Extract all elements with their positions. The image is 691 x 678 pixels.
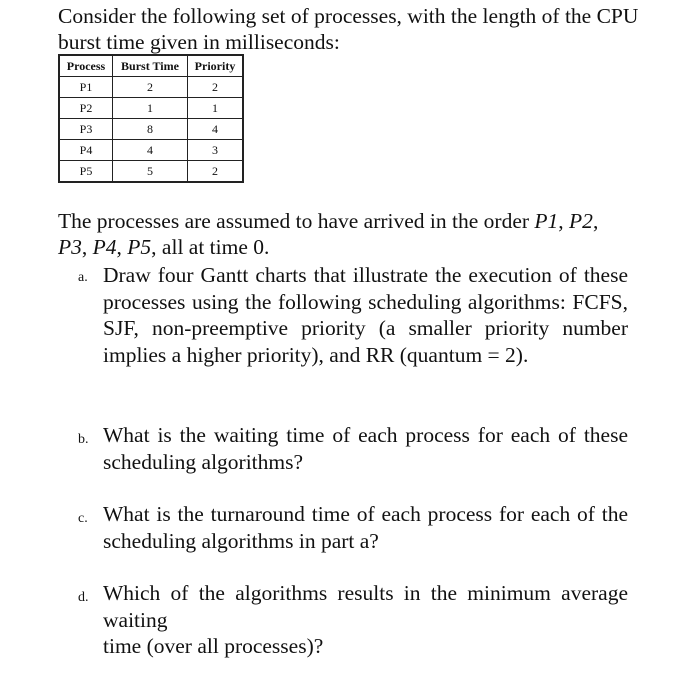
cell-process: P2 bbox=[59, 98, 113, 119]
question-text bbox=[103, 580, 628, 660]
question-text: Draw four Gantt charts that illustrate the execution of these processes using the following scheduling algorithms: FCFS, SJF, non-preemptive priority (a smaller priority number implies a higher priority), and RR (quantum = 2). bbox=[103, 263, 628, 367]
cell-priority: 3 bbox=[188, 140, 244, 161]
table-row bbox=[59, 161, 243, 183]
question-text: What is the waiting time of each process for each of these scheduling algorithms? bbox=[103, 423, 628, 474]
cell-process: P4 bbox=[59, 140, 113, 161]
question-marker: c. bbox=[78, 511, 88, 526]
cell-priority: 2 bbox=[188, 161, 244, 183]
cell-burst-time: 2 bbox=[113, 77, 188, 98]
question-d bbox=[78, 580, 628, 660]
header-priority: Priority bbox=[188, 55, 244, 77]
table-row bbox=[59, 119, 243, 140]
question-text-line: waiting bbox=[103, 607, 168, 632]
intro-paragraph: Consider the following set of processes, with the length of the CPU burst time given in milliseconds: bbox=[58, 4, 639, 54]
table-row bbox=[59, 77, 243, 98]
question-text-line: time (over all processes)? bbox=[103, 634, 324, 658]
question-b bbox=[78, 422, 628, 475]
table-row bbox=[59, 140, 243, 161]
table-header-row bbox=[59, 55, 243, 77]
question-c bbox=[78, 501, 628, 554]
question-marker: b. bbox=[78, 432, 89, 447]
header-burst-time: Burst Time bbox=[113, 55, 188, 77]
cell-priority: 4 bbox=[188, 119, 244, 140]
question-marker: d. bbox=[78, 590, 89, 605]
cell-process: P3 bbox=[59, 119, 113, 140]
question-text-line: Which of the algorithms results in the minimum average bbox=[103, 581, 628, 605]
cell-priority: 1 bbox=[188, 98, 244, 119]
cell-priority: 2 bbox=[188, 77, 244, 98]
cell-burst-time: 4 bbox=[113, 140, 188, 161]
header-process: Process bbox=[59, 55, 113, 77]
cell-process: P5 bbox=[59, 161, 113, 183]
arrival-paragraph: The processes are assumed to have arrived in the order P1, P2, P3, P4, P5, all at time 0. bbox=[58, 209, 599, 259]
process-table bbox=[58, 54, 244, 183]
cell-burst-time: 8 bbox=[113, 119, 188, 140]
table-row bbox=[59, 98, 243, 119]
question-text: What is the turnaround time of each process for each of the scheduling algorithms in part a? bbox=[103, 502, 628, 553]
cell-burst-time: 5 bbox=[113, 161, 188, 183]
question-a bbox=[78, 262, 628, 368]
cell-burst-time: 1 bbox=[113, 98, 188, 119]
cell-process: P1 bbox=[59, 77, 113, 98]
question-marker: a. bbox=[78, 270, 88, 285]
